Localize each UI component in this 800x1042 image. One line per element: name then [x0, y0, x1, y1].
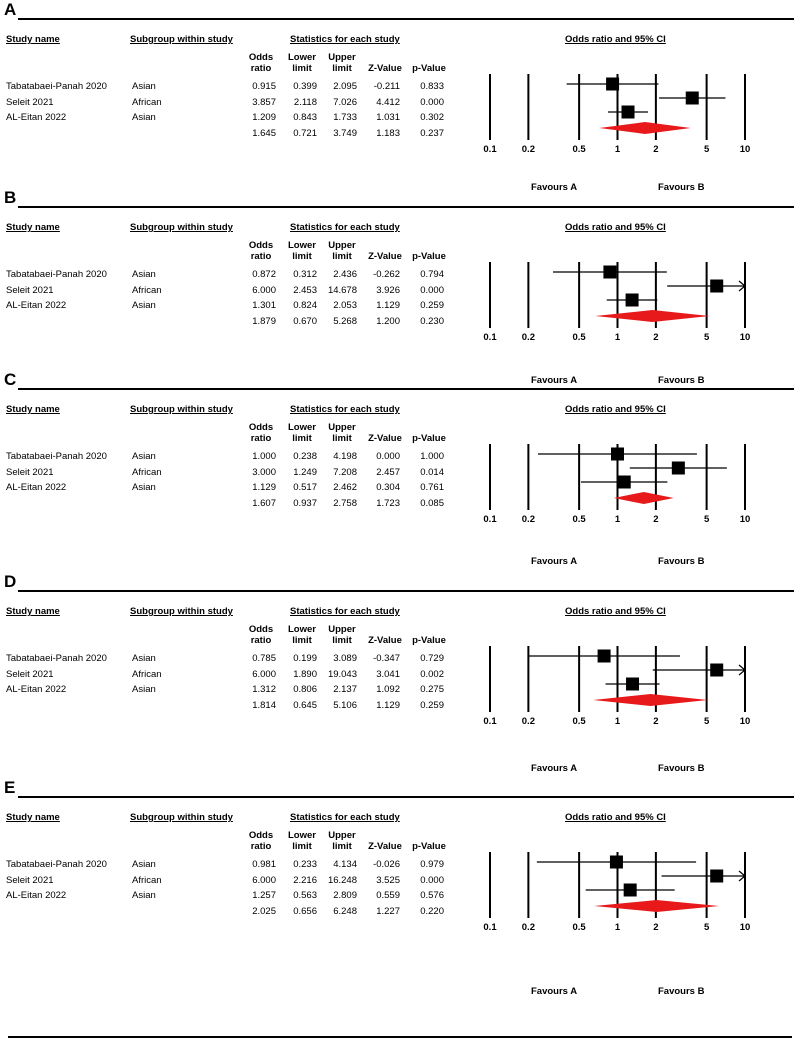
subgroup: Asian — [132, 300, 156, 311]
subgroup: African — [132, 875, 162, 886]
value-or: 1.209 — [252, 112, 276, 123]
x-tick-label: 1 — [614, 144, 621, 155]
pooled-lower: 0.721 — [293, 128, 317, 139]
pooled-z: 1.227 — [376, 906, 400, 917]
x-tick-label: 5 — [703, 922, 710, 933]
panel-letter: C — [4, 370, 17, 389]
pooled-upper: 2.758 — [333, 498, 357, 509]
colhdr-p-value: p-Value — [412, 63, 446, 74]
pooled-z: 1.129 — [376, 700, 400, 711]
value-lower: 1.890 — [293, 669, 317, 680]
x-tick-label: 1 — [614, 332, 621, 343]
value-lower: 0.199 — [293, 653, 317, 664]
pooled-lower: 0.656 — [293, 906, 317, 917]
forest-panel-a — [0, 0, 800, 200]
pooled-p: 0.085 — [420, 498, 444, 509]
study-name: Tabatabaei-Panah 2020 — [6, 269, 107, 280]
subgroup: Asian — [132, 684, 156, 695]
x-tick-label: 0.1 — [483, 514, 497, 525]
x-tick-label: 5 — [703, 514, 710, 525]
value-upper: 16.248 — [327, 875, 357, 886]
value-p: 0.729 — [420, 653, 444, 664]
x-tick-label: 0.1 — [483, 922, 497, 933]
value-p: 0.275 — [420, 684, 444, 695]
study-marker — [611, 448, 624, 461]
x-tick-label: 2 — [653, 514, 659, 525]
bottom-rule — [8, 1036, 792, 1038]
value-p: 0.794 — [420, 269, 444, 280]
colhdr-lower-limit: Lower limit — [288, 830, 316, 852]
value-z: 1.092 — [376, 684, 400, 695]
forest-plot — [480, 440, 780, 540]
colhdr-odds-ratio: Odds ratio — [248, 240, 274, 262]
pooled-upper: 3.749 — [333, 128, 357, 139]
value-p: 0.000 — [420, 875, 444, 886]
value-z: -0.026 — [373, 859, 400, 870]
value-or: 0.981 — [252, 859, 276, 870]
pooled-lower: 0.937 — [293, 498, 317, 509]
header-stats: Statistics for each study — [290, 34, 400, 45]
pooled-or: 2.025 — [252, 906, 276, 917]
value-or: 3.000 — [252, 467, 276, 478]
value-or: 0.872 — [252, 269, 276, 280]
pooled-p: 0.237 — [420, 128, 444, 139]
value-p: 0.979 — [420, 859, 444, 870]
panel-rule — [18, 206, 794, 208]
x-tick-label: 5 — [703, 716, 710, 727]
subgroup: African — [132, 285, 162, 296]
value-p: 0.000 — [420, 97, 444, 108]
x-tick-label: 10 — [739, 144, 751, 155]
pooled-or: 1.814 — [252, 700, 276, 711]
colhdr-z-value: Z-Value — [368, 635, 402, 646]
x-tick-label: 10 — [739, 514, 751, 525]
study-name: AL-Eitan 2022 — [6, 300, 67, 311]
x-tick-label: 5 — [703, 144, 710, 155]
header-subgroup: Subgroup within study — [130, 34, 233, 45]
panel-letter: B — [4, 188, 17, 207]
value-upper: 2.436 — [333, 269, 357, 280]
header-plot: Odds ratio and 95% CI — [565, 606, 666, 617]
subgroup: Asian — [132, 859, 156, 870]
panel-rule — [18, 388, 794, 390]
subgroup: Asian — [132, 451, 156, 462]
value-z: -0.211 — [373, 81, 400, 92]
value-or: 6.000 — [252, 285, 276, 296]
x-tick-label: 10 — [739, 332, 751, 343]
value-upper: 1.733 — [333, 112, 357, 123]
header-stats: Statistics for each study — [290, 222, 400, 233]
value-z: 4.412 — [376, 97, 400, 108]
favours-a-label: Favours A — [531, 556, 578, 567]
pooled-z: 1.723 — [376, 498, 400, 509]
value-lower: 0.563 — [293, 890, 317, 901]
pooled-or: 1.607 — [252, 498, 276, 509]
favours-b-label: Favours B — [658, 556, 705, 567]
study-name: Seleit 2021 — [6, 97, 54, 108]
value-or: 6.000 — [252, 875, 276, 886]
forest-panel-b — [0, 188, 800, 388]
x-tick-label: 0.5 — [572, 332, 586, 343]
value-lower: 0.517 — [293, 482, 317, 493]
header-study-name: Study name — [6, 606, 60, 617]
value-lower: 0.806 — [293, 684, 317, 695]
value-upper: 14.678 — [327, 285, 357, 296]
colhdr-upper-limit: Upper limit — [328, 52, 356, 74]
subgroup: Asian — [132, 653, 156, 664]
value-p: 0.576 — [420, 890, 444, 901]
colhdr-lower-limit: Lower limit — [288, 624, 316, 646]
header-study-name: Study name — [6, 812, 60, 823]
header-subgroup: Subgroup within study — [130, 404, 233, 415]
colhdr-lower-limit: Lower limit — [288, 422, 316, 444]
colhdr-lower-limit: Lower limit — [288, 240, 316, 262]
value-p: 0.761 — [420, 482, 444, 493]
subgroup: African — [132, 467, 162, 478]
pooled-diamond — [593, 694, 708, 706]
pooled-diamond — [595, 310, 709, 322]
forest-plot — [480, 642, 780, 742]
value-lower: 0.238 — [293, 451, 317, 462]
study-name: AL-Eitan 2022 — [6, 112, 67, 123]
colhdr-p-value: p-Value — [412, 841, 446, 852]
study-marker — [622, 106, 635, 119]
favours-b-label: Favours B — [658, 986, 705, 997]
study-marker — [598, 650, 611, 663]
header-subgroup: Subgroup within study — [130, 222, 233, 233]
x-tick-label: 0.1 — [483, 716, 497, 727]
value-z: -0.347 — [373, 653, 400, 664]
pooled-upper: 5.106 — [333, 700, 357, 711]
colhdr-odds-ratio: Odds ratio — [248, 624, 274, 646]
favours-a-label: Favours A — [531, 986, 578, 997]
forest-plot — [480, 848, 780, 948]
value-z: 0.559 — [376, 890, 400, 901]
colhdr-z-value: Z-Value — [368, 841, 402, 852]
value-p: 0.000 — [420, 285, 444, 296]
value-p: 0.014 — [420, 467, 444, 478]
value-p: 0.002 — [420, 669, 444, 680]
favours-a-label: Favours A — [531, 763, 578, 774]
colhdr-odds-ratio: Odds ratio — [248, 52, 274, 74]
x-tick-label: 0.5 — [572, 922, 586, 933]
x-tick-label: 1 — [614, 716, 621, 727]
value-z: 0.304 — [376, 482, 400, 493]
panel-rule — [18, 18, 794, 20]
x-tick-label: 10 — [739, 922, 751, 933]
study-name: AL-Eitan 2022 — [6, 890, 67, 901]
value-upper: 4.198 — [333, 451, 357, 462]
value-or: 1.301 — [252, 300, 276, 311]
x-tick-label: 1 — [614, 922, 621, 933]
header-study-name: Study name — [6, 34, 60, 45]
subgroup: Asian — [132, 81, 156, 92]
value-lower: 2.118 — [293, 97, 317, 108]
value-lower: 0.233 — [293, 859, 317, 870]
x-tick-label: 0.1 — [483, 144, 497, 155]
x-tick-label: 0.2 — [521, 144, 535, 155]
subgroup: Asian — [132, 112, 156, 123]
value-upper: 7.026 — [333, 97, 357, 108]
value-lower: 2.453 — [293, 285, 317, 296]
colhdr-upper-limit: Upper limit — [328, 624, 356, 646]
pooled-upper: 5.268 — [333, 316, 357, 327]
header-subgroup: Subgroup within study — [130, 606, 233, 617]
study-name: Seleit 2021 — [6, 669, 54, 680]
forest-panel-d — [0, 572, 800, 772]
value-or: 6.000 — [252, 669, 276, 680]
favours-a-label: Favours A — [531, 375, 578, 386]
x-tick-label: 0.2 — [521, 716, 535, 727]
subgroup: Asian — [132, 890, 156, 901]
value-z: 3.041 — [376, 669, 400, 680]
study-name: Tabatabaei-Panah 2020 — [6, 653, 107, 664]
x-tick-label: 5 — [703, 332, 710, 343]
panel-letter: D — [4, 572, 17, 591]
study-name: AL-Eitan 2022 — [6, 684, 67, 695]
value-or: 0.915 — [252, 81, 276, 92]
x-tick-label: 2 — [653, 716, 659, 727]
value-upper: 2.053 — [333, 300, 357, 311]
colhdr-z-value: Z-Value — [368, 251, 402, 262]
panel-letter: E — [4, 778, 16, 797]
value-z: 3.525 — [376, 875, 400, 886]
x-tick-label: 0.5 — [572, 514, 586, 525]
study-name: Seleit 2021 — [6, 875, 54, 886]
colhdr-upper-limit: Upper limit — [328, 422, 356, 444]
colhdr-odds-ratio: Odds ratio — [248, 830, 274, 852]
forest-panel-e — [0, 778, 800, 997]
colhdr-z-value: Z-Value — [368, 63, 402, 74]
study-marker — [710, 280, 723, 293]
panel-rule — [18, 796, 794, 798]
forest-panel-c — [0, 370, 800, 570]
header-plot: Odds ratio and 95% CI — [565, 404, 666, 415]
value-upper: 2.462 — [333, 482, 357, 493]
header-study-name: Study name — [6, 404, 60, 415]
value-lower: 0.843 — [293, 112, 317, 123]
colhdr-p-value: p-Value — [412, 251, 446, 262]
x-tick-label: 0.1 — [483, 332, 497, 343]
study-name: Seleit 2021 — [6, 467, 54, 478]
header-plot: Odds ratio and 95% CI — [565, 812, 666, 823]
x-tick-label: 2 — [653, 332, 659, 343]
x-tick-label: 2 — [653, 144, 659, 155]
pooled-lower: 0.670 — [293, 316, 317, 327]
value-upper: 7.208 — [333, 467, 357, 478]
value-or: 1.257 — [252, 890, 276, 901]
favours-b-label: Favours B — [658, 763, 705, 774]
pooled-lower: 0.645 — [293, 700, 317, 711]
panel-rule — [18, 590, 794, 592]
header-subgroup: Subgroup within study — [130, 812, 233, 823]
pooled-p: 0.230 — [420, 316, 444, 327]
value-lower: 0.312 — [293, 269, 317, 280]
study-name: AL-Eitan 2022 — [6, 482, 67, 493]
study-marker — [626, 294, 639, 307]
subgroup: Asian — [132, 482, 156, 493]
study-marker — [618, 476, 631, 489]
value-or: 0.785 — [252, 653, 276, 664]
value-upper: 2.095 — [333, 81, 357, 92]
study-marker — [626, 678, 639, 691]
subgroup: African — [132, 669, 162, 680]
pooled-p: 0.220 — [420, 906, 444, 917]
study-name: Tabatabaei-Panah 2020 — [6, 81, 107, 92]
value-or: 1.312 — [252, 684, 276, 695]
value-or: 1.129 — [252, 482, 276, 493]
forest-plot — [480, 258, 780, 358]
pooled-diamond — [614, 492, 674, 504]
panel-letter: A — [4, 0, 17, 19]
x-tick-label: 0.2 — [521, 332, 535, 343]
pooled-diamond — [599, 122, 690, 134]
forest-plot — [480, 70, 780, 170]
value-z: 1.031 — [376, 112, 400, 123]
study-name: Tabatabaei-Panah 2020 — [6, 859, 107, 870]
value-p: 0.259 — [420, 300, 444, 311]
study-marker — [710, 664, 723, 677]
value-z: 1.129 — [376, 300, 400, 311]
study-marker — [672, 462, 685, 475]
value-or: 3.857 — [252, 97, 276, 108]
value-or: 1.000 — [252, 451, 276, 462]
value-z: 2.457 — [376, 467, 400, 478]
pooled-z: 1.183 — [376, 128, 400, 139]
x-tick-label: 1 — [614, 514, 621, 525]
value-lower: 1.249 — [293, 467, 317, 478]
x-tick-label: 0.2 — [521, 514, 535, 525]
colhdr-p-value: p-Value — [412, 635, 446, 646]
value-z: 0.000 — [376, 451, 400, 462]
value-z: -0.262 — [373, 269, 400, 280]
header-plot: Odds ratio and 95% CI — [565, 222, 666, 233]
colhdr-odds-ratio: Odds ratio — [248, 422, 274, 444]
colhdr-upper-limit: Upper limit — [328, 240, 356, 262]
pooled-diamond — [594, 900, 719, 912]
value-p: 0.302 — [420, 112, 444, 123]
pooled-or: 1.879 — [252, 316, 276, 327]
favours-b-label: Favours B — [658, 182, 705, 193]
study-marker — [606, 78, 619, 91]
value-upper: 2.809 — [333, 890, 357, 901]
value-p: 0.833 — [420, 81, 444, 92]
header-study-name: Study name — [6, 222, 60, 233]
header-plot: Odds ratio and 95% CI — [565, 34, 666, 45]
study-marker — [624, 884, 637, 897]
study-marker — [686, 92, 699, 105]
study-marker — [710, 870, 723, 883]
x-tick-label: 0.2 — [521, 922, 535, 933]
colhdr-p-value: p-Value — [412, 433, 446, 444]
subgroup: Asian — [132, 269, 156, 280]
study-marker — [610, 856, 623, 869]
colhdr-upper-limit: Upper limit — [328, 830, 356, 852]
value-upper: 4.134 — [333, 859, 357, 870]
subgroup: African — [132, 97, 162, 108]
header-stats: Statistics for each study — [290, 606, 400, 617]
study-marker — [603, 266, 616, 279]
x-tick-label: 10 — [739, 716, 751, 727]
x-tick-label: 0.5 — [572, 716, 586, 727]
value-upper: 3.089 — [333, 653, 357, 664]
pooled-or: 1.645 — [252, 128, 276, 139]
value-lower: 0.824 — [293, 300, 317, 311]
x-tick-label: 0.5 — [572, 144, 586, 155]
colhdr-lower-limit: Lower limit — [288, 52, 316, 74]
value-upper: 19.043 — [327, 669, 357, 680]
favours-b-label: Favours B — [658, 375, 705, 386]
value-p: 1.000 — [420, 451, 444, 462]
study-name: Tabatabaei-Panah 2020 — [6, 451, 107, 462]
x-tick-label: 2 — [653, 922, 659, 933]
favours-a-label: Favours A — [531, 182, 578, 193]
study-name: Seleit 2021 — [6, 285, 54, 296]
value-upper: 2.137 — [333, 684, 357, 695]
value-lower: 2.216 — [293, 875, 317, 886]
pooled-p: 0.259 — [420, 700, 444, 711]
header-stats: Statistics for each study — [290, 404, 400, 415]
value-z: 3.926 — [376, 285, 400, 296]
header-stats: Statistics for each study — [290, 812, 400, 823]
pooled-z: 1.200 — [376, 316, 400, 327]
pooled-upper: 6.248 — [333, 906, 357, 917]
colhdr-z-value: Z-Value — [368, 433, 402, 444]
value-lower: 0.399 — [293, 81, 317, 92]
